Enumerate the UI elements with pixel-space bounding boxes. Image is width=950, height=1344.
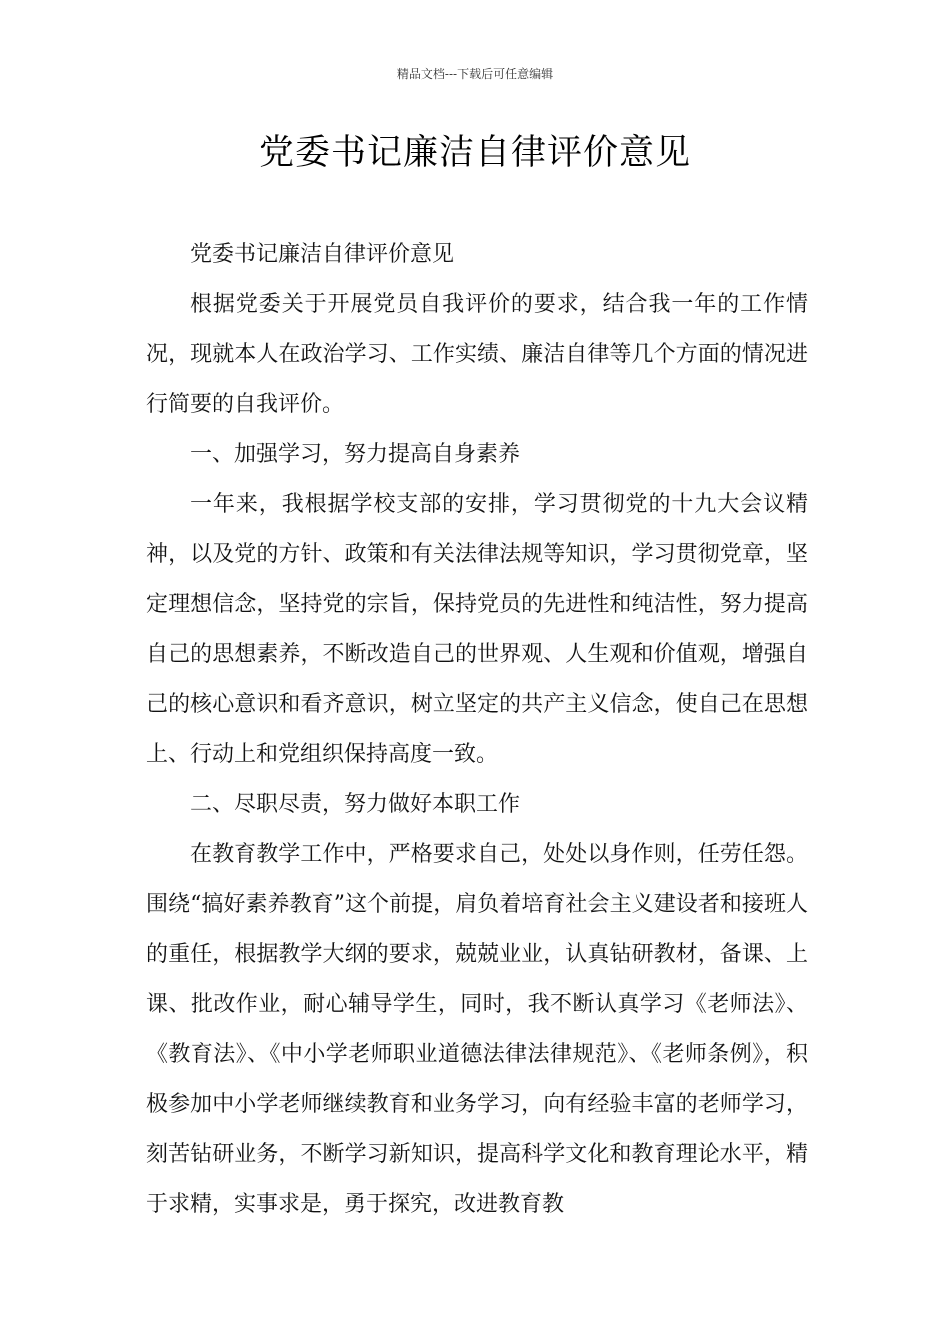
- paragraph-section-2: 在教育教学工作中，严格要求自己，处处以身作则，任劳任怨。围绕“搞好素养教育”这个前提，肩负着培育社会主义建设者和接班人的重任，根据教学大纲的要求，兢兢业业，认真钻研教材，备课、上课、批改作业，耐心辅导学生，同时，我不断认真学习《老师法》、《教育法》、《中小学老师职业道德法律法律规范》、《老师条例》，积极参加中小学老师继续教育和业务学习，向有经验丰富的老师学习，刻苦钻研业务，不断学习新知识，提高科学文化和教育理论水平，精于求精，实事求是，勇于探究，改进教育教: [146, 842, 808, 1217]
- document-body: [146, 230, 808, 1230]
- paragraph-subtitle: 党委书记廉洁自律评价意见: [190, 242, 455, 267]
- paragraph-section-1: 一年来，我根据学校支部的安排，学习贯彻党的十九大会议精神，以及党的方针、政策和有关法律法规等知识，学习贯彻党章，坚定理想信念，坚持党的宗旨，保持党员的先进性和纯洁性，努力提高自己的思想素养，不断改造自己的世界观、人生观和价值观，增强自己的核心意识和看齐意识，树立坚定的共产主义信念，使自己在思想上、行动上和党组织保持高度一致。: [146, 492, 808, 767]
- paragraph-intro: 根据党委关于开展党员自我评价的要求，结合我一年的工作情况，现就本人在政治学习、工作实绩、廉洁自律等几个方面的情况进行简要的自我评价。: [146, 292, 808, 417]
- page-header: 精品文档---下载后可任意编辑: [396, 67, 554, 81]
- section-heading-2: 二、尽职尽责，努力做好本职工作: [190, 792, 521, 817]
- document-title: 党委书记廉洁自律评价意见: [258, 133, 691, 173]
- section-heading-1: 一、加强学习，努力提高自身素养: [190, 442, 521, 467]
